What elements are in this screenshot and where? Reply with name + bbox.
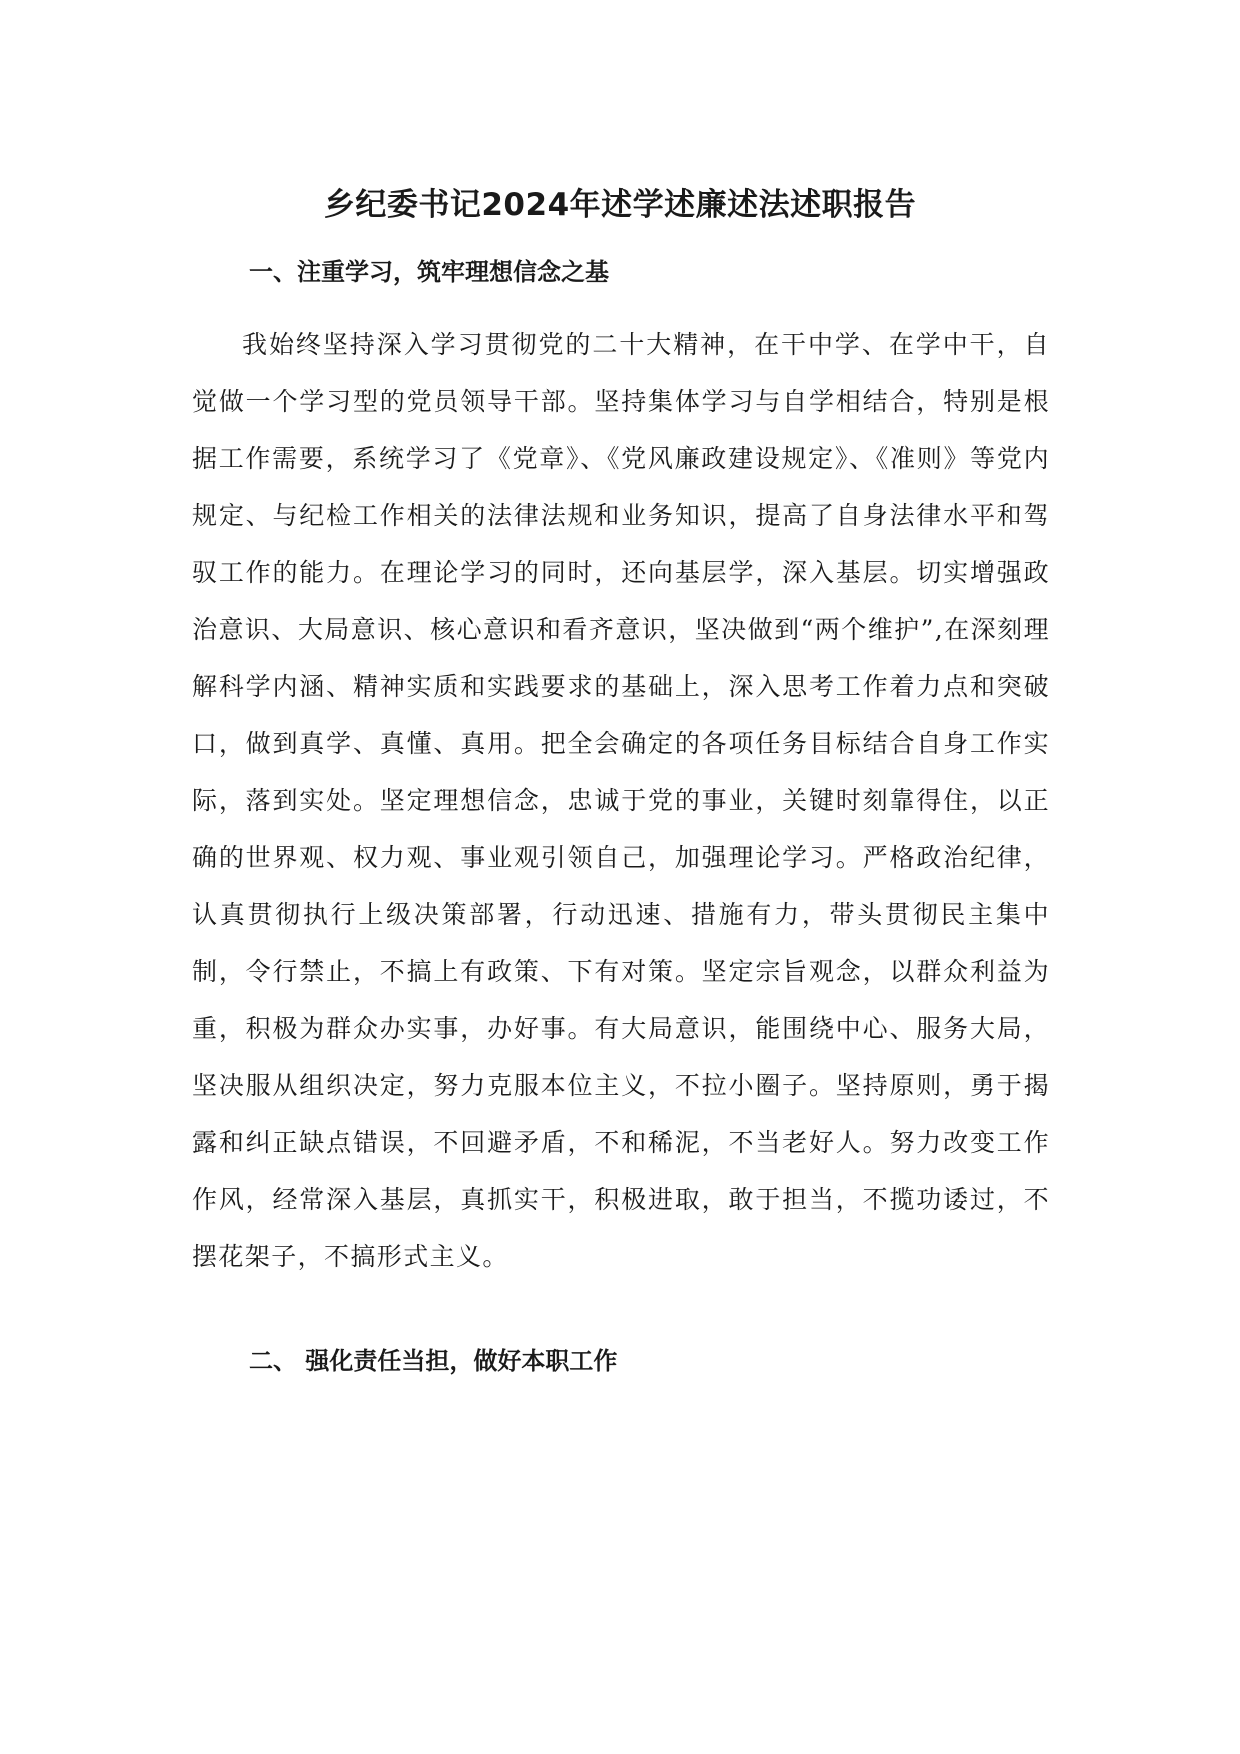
section-1-paragraph: 我始终坚持深入学习贯彻党的二十大精神，在干中学、在学中干，自觉做一个学习型的党员领导干部。坚持集体学习与自学相结合，特别是根据工作需要，系统学习了《党章》、《党风廉政建设规定》、《准则》等党内规定、与纪检工作相关的法律法规和业务知识，提高了自身法律水平和驾驭工作的能力。在理论学习的同时，还向基层学，深入基层。切实增强政治意识、大局意识、核心意识和看齐意识，坚决做到“两个维护”,在深刻理解科学内涵、精神实质和实践要求的基础上，深入思考工作着力点和突破口，做到真学、真懂、真用。把全会确定的各项任务目标结合自身工作实际，落到实处。坚定理想信念，忠诚于党的事业，关键时刻靠得住，以正确的世界观、权力观、事业观引领自己，加强理论学习。严格政治纪律，认真贯彻执行上级决策部署，行动迅速、措施有力，带头贯彻民主集中制，令行禁止，不搞上有政策、下有对策。坚定宗旨观念，以群众利益为重，积极为群众办实事，办好事。有大局意识，能围绕中心、服务大局，坚决服从组织决定，努力克服本位主义，不拉小圈子。坚持原则，勇于揭露和纠正缺点错误，不回避矛盾，不和稀泥，不当老好人。努力改变工作作风，经常深入基层，真抓实干，积极进取，敢于担当，不揽功诿过，不摆花架子，不搞形式主义。 xyxy=(192,330,1050,1271)
document-title: 乡纪委书记2024年述学述廉述法述职报告 xyxy=(323,187,917,223)
section-heading-1: 一、注重学习，筑牢理想信念之基 xyxy=(249,258,609,286)
section-heading-2: 二、 强化责任当担，做好本职工作 xyxy=(249,1347,618,1375)
